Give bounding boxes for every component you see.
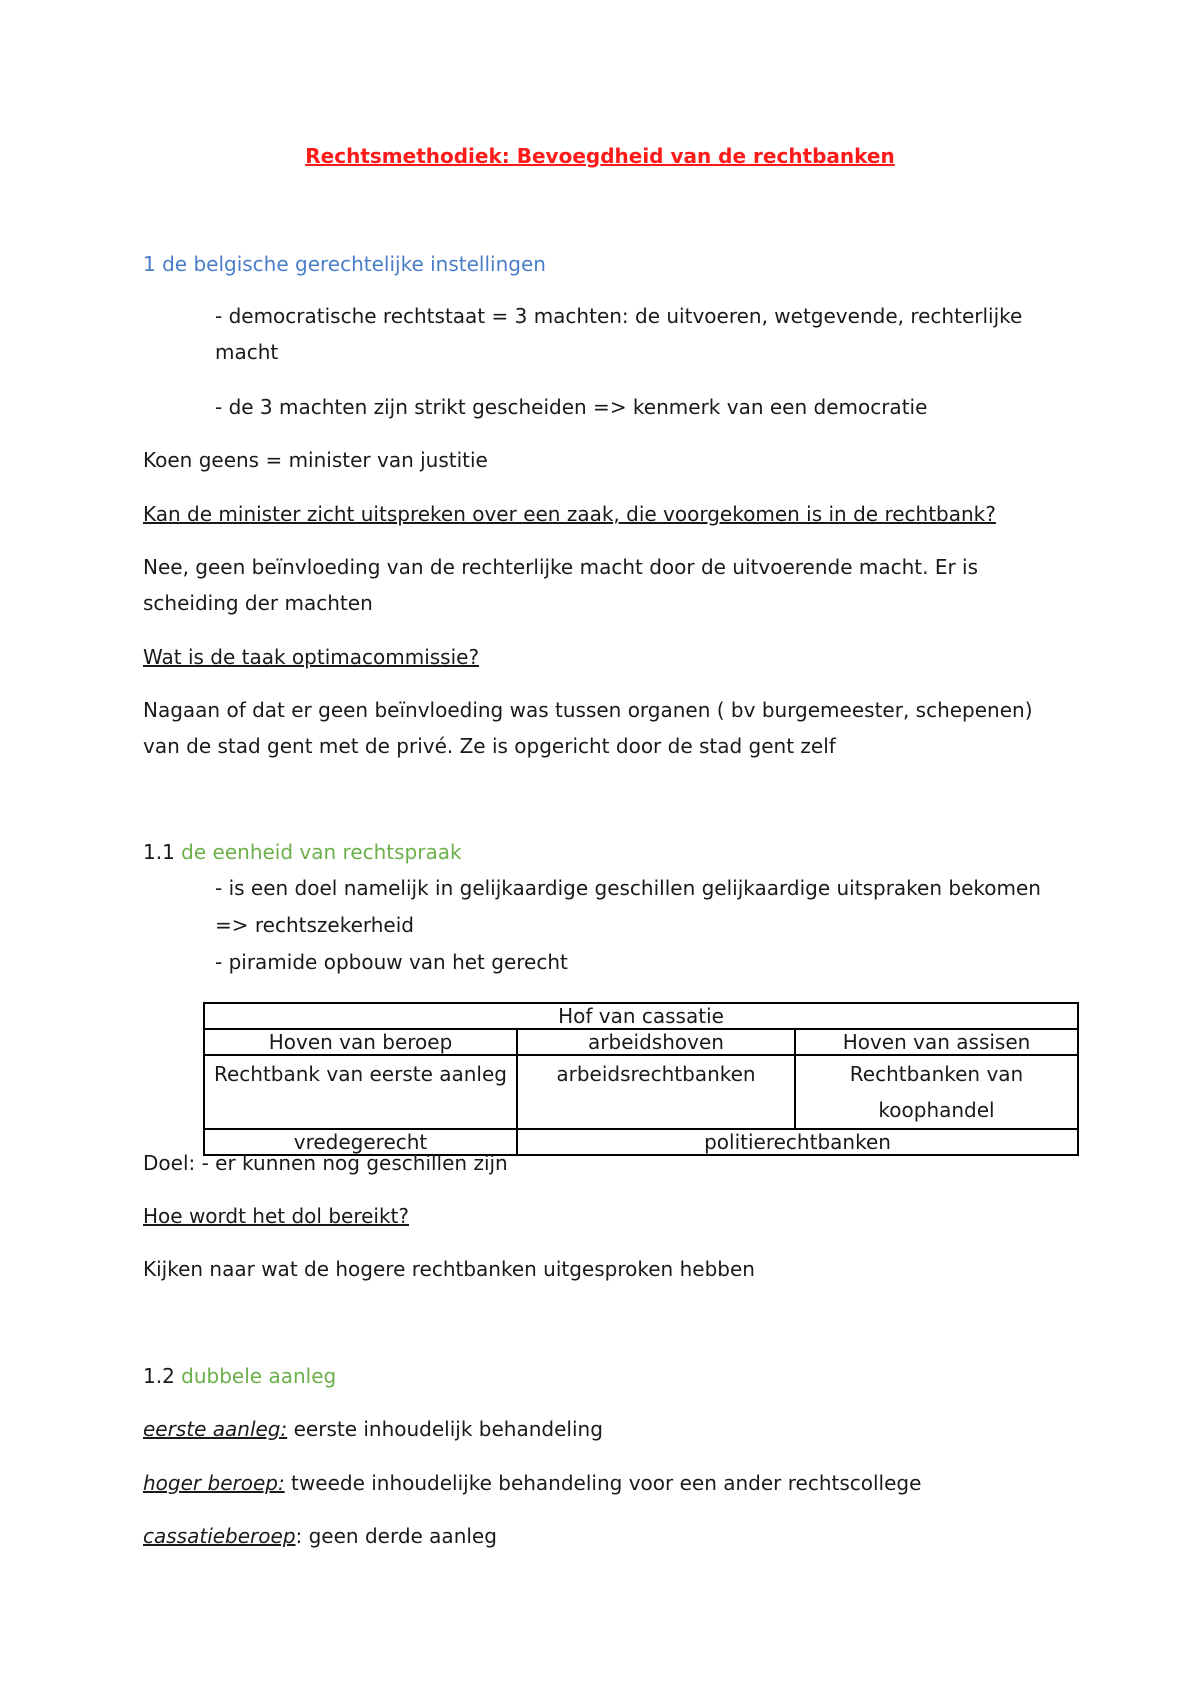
section-1-1-heading	[143, 834, 1063, 870]
term-hoger-beroep: hoger beroep:	[143, 1471, 285, 1495]
section-1-2-number: 1.2	[143, 1364, 182, 1388]
bullet-unity-goal: - is een doel namelijk in gelijkaardige geschillen gelijkaardige uitspraken bekomen	[215, 876, 1041, 900]
section-1-heading: 1 de belgische gerechtelijke instellingen	[143, 252, 546, 276]
definition-hoger-beroep	[143, 1465, 1063, 1501]
bullet-separation: - de 3 machten zijn strikt gescheiden => kenmerk van een democratie	[215, 395, 928, 419]
answer-optimacommissie: Nagaan of dat er geen beïnvloeding was tussen organen ( bv burgemeester, schepenen) van de stad gent met de privé. Ze is opgericht door de stad gent zelf	[143, 698, 1033, 758]
table-cell: Rechtbank van eerste aanleg	[204, 1055, 517, 1129]
table-cell: Rechtbanken van koophandel	[795, 1055, 1078, 1129]
definition-eerste-aanleg	[143, 1411, 1063, 1447]
section-1-1-title: de eenheid van rechtspraak	[181, 840, 462, 864]
table-row	[204, 1029, 1078, 1055]
section-1-2-heading	[143, 1358, 1063, 1394]
bullet-legal-certainty: => rechtszekerheid	[215, 913, 414, 937]
term-cassatieberoep: cassatieberoep	[143, 1524, 296, 1548]
definition-text: eerste inhoudelijk behandeling	[287, 1417, 603, 1441]
table-cell: Hof van cassatie	[204, 1003, 1078, 1029]
paragraph-doel: Doel: - er kunnen nog geschillen zijn	[143, 1151, 508, 1175]
section-1-1-number: 1.1	[143, 840, 182, 864]
document-title: Rechtsmethodiek: Bevoegdheid van de rechtbanken	[305, 144, 895, 168]
answer-minister: Nee, geen beïnvloeding van de rechterlijke macht door de uitvoerende macht. Er is scheiding der machten	[143, 555, 979, 615]
paragraph-minister: Koen geens = minister van justitie	[143, 448, 488, 472]
definition-text: : geen derde aanleg	[295, 1524, 497, 1548]
table-cell: vredegerecht	[204, 1129, 517, 1155]
table-row	[204, 1003, 1078, 1029]
question-optimacommissie: Wat is de taak optimacommissie?	[143, 645, 480, 669]
section-1-2-title: dubbele aanleg	[181, 1364, 337, 1388]
bullet-three-powers: - democratische rechtstaat = 3 machten: de uitvoeren, wetgevende, rechterlijke macht	[215, 304, 1023, 364]
answer-how-reached: Kijken naar wat de hogere rechtbanken uitgesproken hebben	[143, 1257, 755, 1281]
table-cell: arbeidshoven	[517, 1029, 795, 1055]
term-eerste-aanleg: eerste aanleg:	[143, 1417, 288, 1441]
definition-cassatieberoep	[143, 1518, 1063, 1554]
table-cell: arbeidsrechtbanken	[517, 1055, 795, 1129]
definition-text: tweede inhoudelijke behandeling voor een ander rechtscollege	[284, 1471, 922, 1495]
bullet-pyramid: - piramide opbouw van het gerecht	[215, 950, 568, 974]
question-minister: Kan de minister zicht uitspreken over een zaak, die voorgekomen is in de rechtbank?	[143, 502, 996, 526]
table-cell: Hoven van assisen	[795, 1029, 1078, 1055]
table-cell: politierechtbanken	[517, 1129, 1078, 1155]
table-cell: Hoven van beroep	[204, 1029, 517, 1055]
table-row	[204, 1055, 1078, 1129]
question-how-reached: Hoe wordt het dol bereikt?	[143, 1204, 410, 1228]
court-pyramid-table	[203, 1002, 1079, 1156]
